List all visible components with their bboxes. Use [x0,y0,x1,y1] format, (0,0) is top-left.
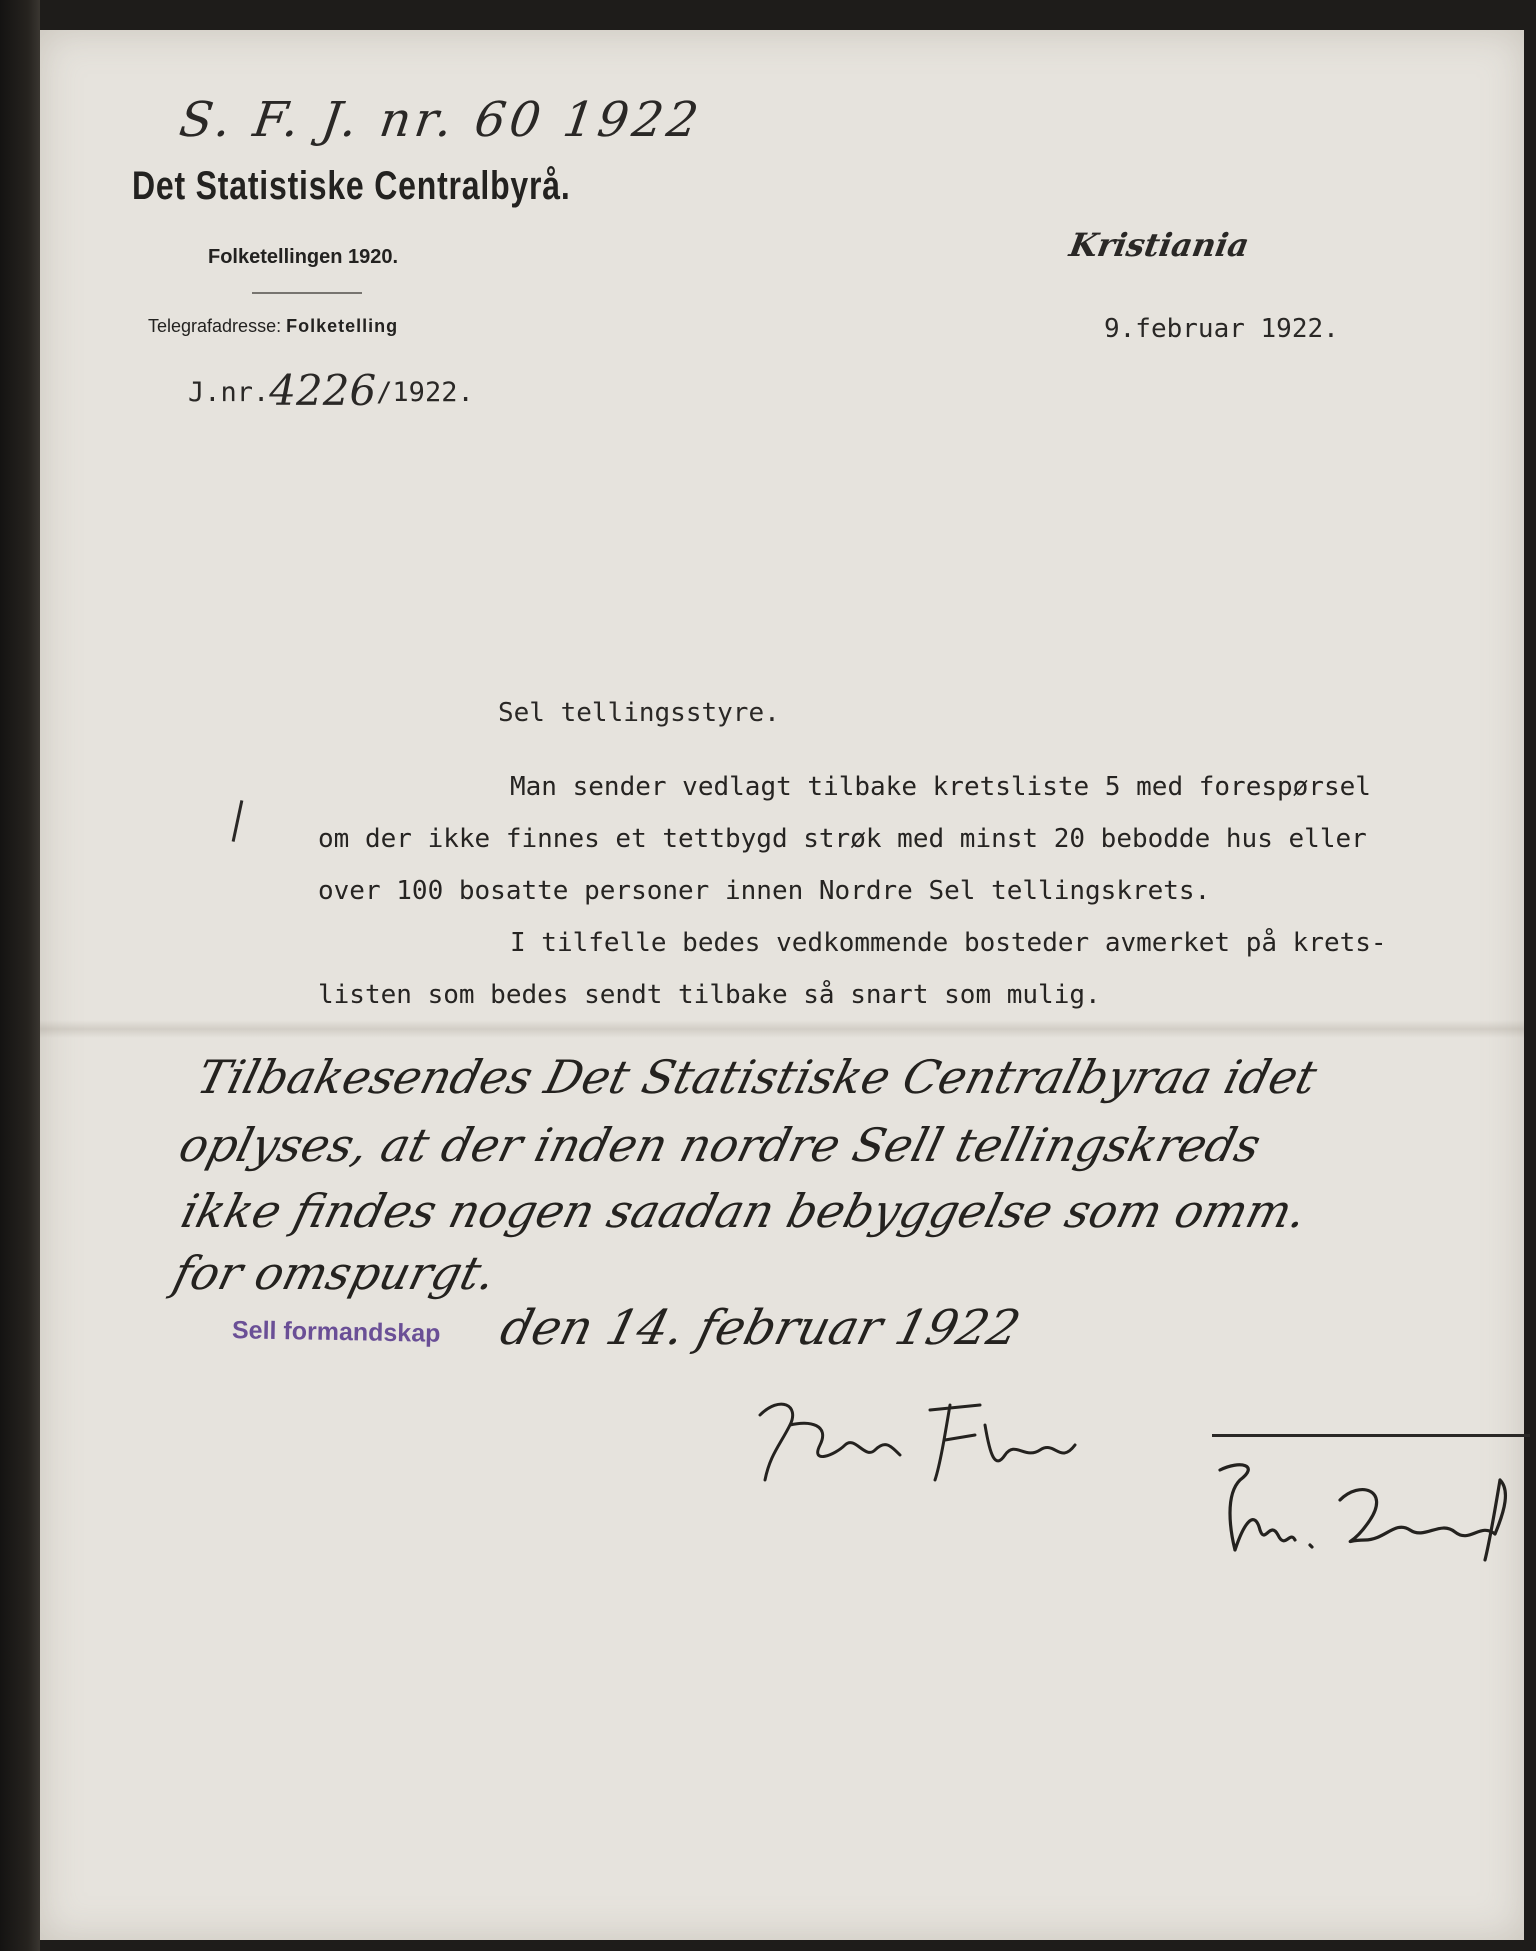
journal-number [188,366,474,415]
signature-second [1200,1450,1530,1570]
handwritten-reply-line: for omspurgt. [168,1246,502,1300]
handwritten-reply-line: Tilbakesendes Det Statistiske Centralbyraa idet [192,1050,1323,1104]
body-line: listen som bedes sendt tilbake så snart som mulig. [318,980,1101,1010]
letterhead-divider [252,292,362,294]
journal-handwritten-number: 4226 [269,366,377,415]
handwritten-reply-line: ikke findes nogen saadan bebyggelse som omm. [176,1184,1313,1238]
reply-date: den 14. februar 1922 [495,1300,1026,1356]
journal-suffix: /1922. [376,377,474,408]
journal-prefix: J.nr. [188,377,270,408]
place-name: Kristiania [1066,226,1253,264]
addressee: Sel tellingsstyre. [498,698,780,728]
body-line: om der ikke finnes et tettbygd strøk med minst 20 bebodde hus eller [318,824,1367,854]
telegraph-address [148,316,398,337]
signature-line [1212,1434,1530,1437]
telegraph-label: Telegrafadresse: [148,316,282,336]
archive-serial: S. F. J. nr. 60 1922 [176,92,706,148]
letter-date: 9.februar 1922. [1104,314,1339,344]
body-line: I tilfelle bedes vedkommende bosteder avmerket på krets- [510,928,1387,958]
body-line: Man sender vedlagt tilbake kretsliste 5 med forespørsel [510,772,1371,802]
scan-edge [0,0,40,1951]
fold-crease [40,1020,1524,1038]
letterhead-title: Det Statistiske Centralbyrå. [132,164,571,208]
handwritten-reply-line: oplyses, at der inden nordre Sell tellingskreds [174,1118,1267,1172]
municipal-stamp: Sell formandskap [231,1316,441,1348]
telegraph-value: Folketelling [286,316,399,336]
signature-peder-flo [740,1385,1100,1495]
letter-page [40,30,1524,1940]
letterhead-department: Folketellingen 1920. [208,246,399,268]
margin-mark [232,800,244,842]
body-line: over 100 bosatte personer innen Nordre Sel tellingskrets. [318,876,1211,906]
